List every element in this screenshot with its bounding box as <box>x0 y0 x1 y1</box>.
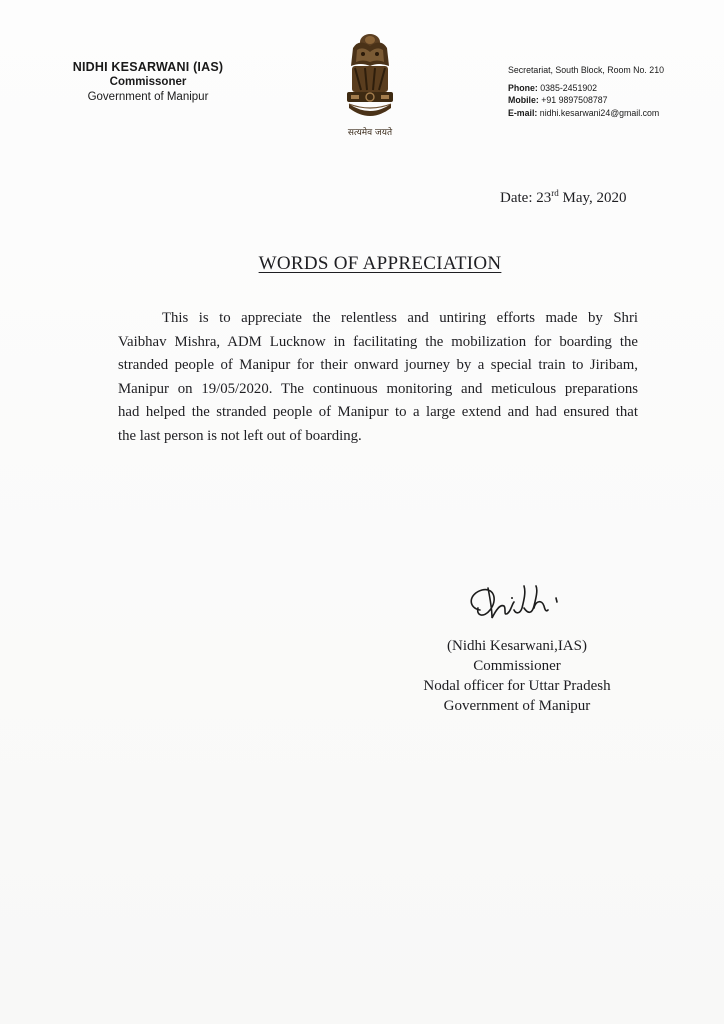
body-line: had helped the stranded people of Manipur to a large extend and had ensured that <box>118 404 638 421</box>
signatory-block <box>380 636 654 716</box>
national-emblem-icon <box>339 32 401 124</box>
body-line: Manipur on 19/05/2020. The continuous monitoring and meticulous preparations <box>118 380 638 397</box>
signatory-department: Government of Manipur <box>443 698 591 714</box>
date-ordinal: rd <box>551 188 559 198</box>
phone-label: Phone: <box>508 82 538 93</box>
email-label: E-mail: <box>508 107 538 118</box>
email-line <box>508 107 718 120</box>
body-line: Vaibhav Mishra, ADM Lucknow in facilitating the mobilization for boarding the <box>118 333 638 350</box>
letter-title: WORDS OF APPRECIATION <box>258 253 502 274</box>
letter-body <box>118 307 638 449</box>
letter-date <box>500 190 627 207</box>
mobile-label: Mobile: <box>508 95 539 105</box>
contact-header <box>508 64 718 119</box>
mobile-value: +91 9897508787 <box>541 95 608 105</box>
body-line: This is to appreciate the relentless and untiring efforts made by Shri <box>162 310 638 326</box>
phone-line <box>508 82 718 95</box>
emblem-motto: सत्यमेव जयते <box>347 128 393 138</box>
national-emblem <box>330 32 410 142</box>
body-line: stranded people of Manipur for their onward journey by a special train to Jiribam, <box>118 357 638 374</box>
sender-name: NIDHI KESARWANI (IAS) <box>72 60 224 74</box>
office-address: Secretariat, South Block, Room No. 210 <box>508 65 664 75</box>
signatory-role: Nodal officer for Uttar Pradesh <box>423 678 611 694</box>
sender-header <box>38 60 258 105</box>
body-line: the last person is not left out of boarding. <box>118 427 362 444</box>
signatory-designation: Commissioner <box>473 658 561 674</box>
phone-value: 0385-2451902 <box>540 82 598 93</box>
sender-designation: Commissoner <box>109 76 187 88</box>
date-prefix: Date: 23 <box>500 190 552 206</box>
handwritten-signature <box>462 580 572 630</box>
sender-department: Government of Manipur <box>87 91 209 103</box>
date-rest: May, 2020 <box>558 190 627 206</box>
mobile-line <box>508 94 718 107</box>
signatory-name: (Nidhi Kesarwani,IAS) <box>447 638 587 654</box>
email-value: nidhi.kesarwani24@gmail.com <box>539 107 660 118</box>
